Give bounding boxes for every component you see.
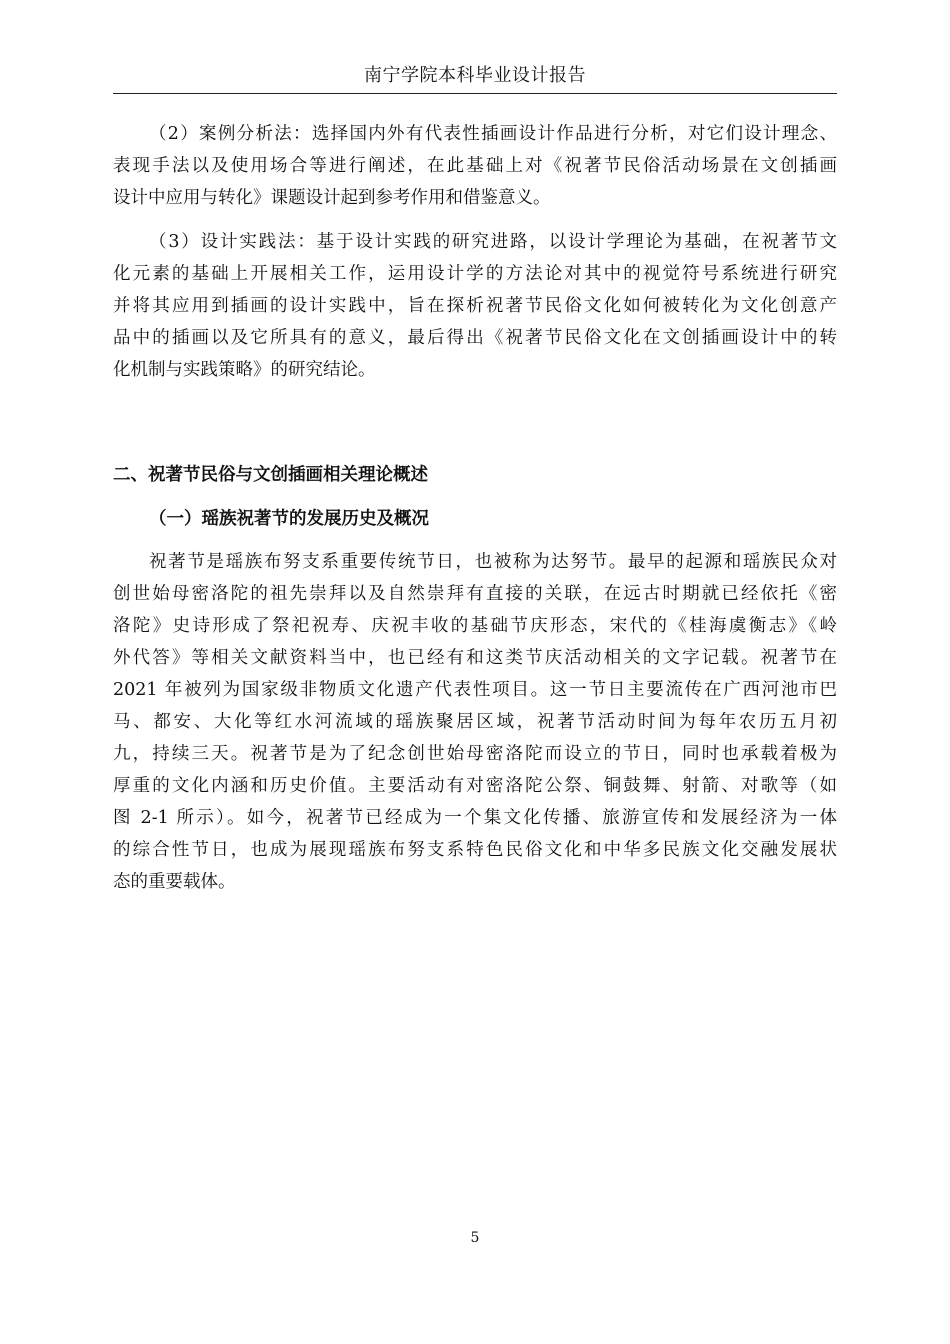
paragraph-zhuzhu-festival-history bbox=[113, 546, 837, 898]
paragraph-line: 九，持续三天。祝著节是为了纪念创世始母密洛陀而设立的节日，同时也承载着极为 bbox=[113, 744, 837, 764]
paragraph-line: 马、都安、大化等红水河流域的瑶族聚居区域，祝著节活动时间为每年农历五月初 bbox=[113, 712, 837, 732]
paragraph-line: 祝著节是瑶族布努支系重要传统节日，也被称为达努节。最早的起源和瑶族民众对 bbox=[149, 552, 837, 572]
paragraph-line: 2021 年被列为国家级非物质文化遗产代表性项目。这一节日主要流传在广西河池市巴 bbox=[113, 680, 837, 700]
paragraph-line: 品中的插画以及它所具有的意义，最后得出《祝著节民俗文化在文创插画设计中的转 bbox=[113, 328, 837, 348]
paragraph-line: 态的重要载体。 bbox=[113, 872, 236, 892]
paragraph-line: 洛陀》史诗形成了祭祀祝寿、庆祝丰收的基础节庆形态，宋代的《桂海虞衡志》《岭 bbox=[113, 616, 837, 636]
paragraph-line: （3）设计实践法：基于设计实践的研究进路，以设计学理论为基础，在祝著节文 bbox=[149, 232, 837, 252]
paragraph-line: 图 2-1 所示）。如今，祝著节已经成为一个集文化传播、旅游宣传和发展经济为一体 bbox=[113, 808, 837, 828]
paragraph-line: 厚重的文化内涵和历史价值。主要活动有对密洛陀公祭、铜鼓舞、射箭、对歌等（如 bbox=[113, 776, 837, 796]
paragraph-line: 化机制与实践策略》的研究结论。 bbox=[113, 360, 376, 380]
header-divider bbox=[113, 93, 837, 94]
paragraph-line: 外代答》等相关文献资料当中，也已经有和这类节庆活动相关的文字记载。祝著节在 bbox=[113, 648, 837, 668]
paragraph-line: （2）案例分析法：选择国内外有代表性插画设计作品进行分析，对它们设计理念、 bbox=[149, 124, 837, 144]
paragraph-line: 的综合性节日，也成为展现瑶族布努支系特色民俗文化和中华多民族文化交融发展状 bbox=[113, 840, 837, 860]
paragraph-line: 创世始母密洛陀的祖先崇拜以及自然崇拜有直接的关联，在远古时期就已经依托《密 bbox=[113, 584, 837, 604]
paragraph-line: 化元素的基础上开展相关工作，运用设计学的方法论对其中的视觉符号系统进行研究 bbox=[113, 264, 837, 284]
header-title: 南宁学院本科毕业设计报告 bbox=[364, 65, 586, 86]
paragraph-line: 表现手法以及使用场合等进行阐述，在此基础上对《祝著节民俗活动场景在文创插画 bbox=[113, 156, 837, 176]
paragraph-line: 设计中应用与转化》课题设计起到参考作用和借鉴意义。 bbox=[113, 188, 551, 208]
page-number: 5 bbox=[470, 1230, 480, 1246]
subsection-heading: （一）瑶族祝著节的发展历史及概况 bbox=[149, 509, 429, 529]
paragraph-case-analysis-method bbox=[113, 118, 837, 214]
section-heading: 二、祝著节民俗与文创插画相关理论概述 bbox=[113, 465, 428, 485]
paragraph-line: 并将其应用到插画的设计实践中，旨在探析祝著节民俗文化如何被转化为文化创意产 bbox=[113, 296, 837, 316]
paragraph-design-practice-method bbox=[113, 226, 837, 386]
